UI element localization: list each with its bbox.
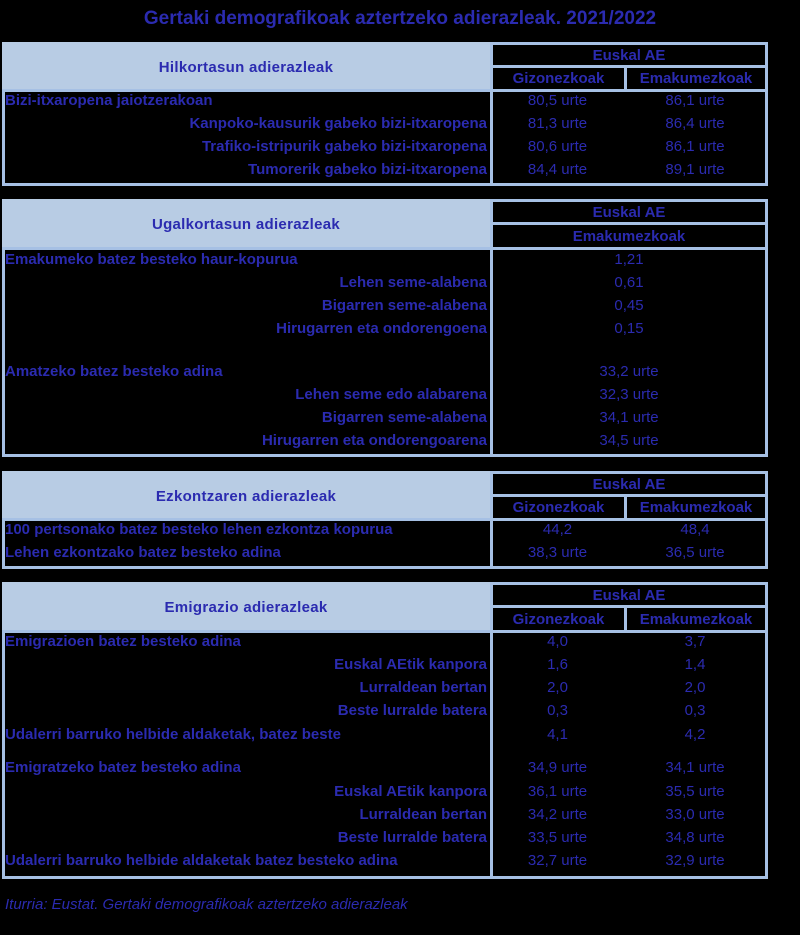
women-value: 86,4 urte	[665, 115, 725, 132]
men-value: 44,2	[542, 521, 573, 538]
women-column-header: Emakumezkoak	[490, 222, 768, 250]
row-label: Lurraldean bertan	[359, 679, 487, 696]
women-value: 1,21	[614, 251, 644, 268]
fertility-heading: Ugalkortasun adierazleak	[2, 199, 490, 250]
table-row	[2, 432, 768, 455]
women-value: 86,1 urte	[665, 92, 725, 109]
region-header: Euskal AE	[490, 199, 768, 225]
men-value: 0,3	[547, 702, 568, 719]
table-row	[2, 161, 768, 184]
marriage-table	[2, 471, 768, 569]
table-row	[2, 633, 768, 656]
row-label: Amatzeko batez besteko adina	[5, 363, 223, 380]
row-label: Euskal AEtik kanpora	[334, 656, 487, 673]
women-value: 35,5 urte	[665, 783, 725, 800]
row-label: Kanpoko-kausurik gabeko bizi-itxaropena	[189, 115, 487, 132]
men-value: 2,0	[547, 679, 568, 696]
table-row	[2, 274, 768, 297]
row-label: Lehen seme-alabena	[339, 274, 487, 291]
row-label: Udalerri barruko helbide aldaketak batez besteko adina	[5, 852, 398, 869]
table-row	[2, 92, 768, 115]
men-column-header: Gizonezkoak	[490, 494, 627, 521]
women-value: 34,1 urte	[665, 759, 725, 776]
table-row	[2, 759, 768, 782]
row-label: Euskal AEtik kanpora	[334, 783, 487, 800]
women-value: 0,61	[614, 274, 644, 291]
women-value: 4,2	[684, 726, 706, 743]
row-label: Hirugarren eta ondorengoarena	[261, 432, 487, 449]
women-value: 0,45	[614, 297, 644, 314]
men-value: 36,1 urte	[527, 783, 588, 800]
women-value: 32,9 urte	[665, 852, 725, 869]
men-value: 81,3 urte	[527, 115, 588, 132]
women-value: 2,0	[684, 679, 706, 696]
region-header: Euskal AE	[490, 582, 768, 608]
table-row	[2, 544, 768, 567]
women-value: 34,5 urte	[599, 432, 659, 449]
men-value: 34,2 urte	[527, 806, 588, 823]
row-label: Lurraldean bertan	[359, 806, 487, 823]
region-header: Euskal AE	[490, 471, 768, 497]
women-value: 36,5 urte	[665, 544, 725, 561]
women-column-header: Emakumezkoak	[624, 65, 768, 92]
women-column-header: Emakumezkoak	[624, 494, 768, 521]
women-value: 86,1 urte	[665, 138, 725, 155]
women-value: 0,15	[614, 320, 644, 337]
region-header: Euskal AE	[490, 42, 768, 68]
men-value: 80,6 urte	[527, 138, 588, 155]
table-row	[2, 297, 768, 320]
men-value: 33,5 urte	[527, 829, 588, 846]
table-row	[2, 852, 768, 875]
table-row	[2, 138, 768, 161]
men-value: 4,0	[547, 633, 568, 650]
row-label: 100 pertsonako batez besteko lehen ezkontza kopurua	[5, 521, 393, 538]
women-column-header: Emakumezkoak	[624, 605, 768, 633]
row-label: Bigarren seme-alabena	[321, 409, 487, 426]
table-row	[2, 363, 768, 386]
table-row	[2, 726, 768, 749]
women-value: 3,7	[684, 633, 706, 650]
women-value: 32,3 urte	[599, 386, 659, 403]
mortality-table	[2, 42, 768, 186]
table-row	[2, 409, 768, 432]
men-value: 34,9 urte	[527, 759, 588, 776]
row-label: Bigarren seme-alabena	[321, 297, 487, 314]
men-value: 1,6	[547, 656, 568, 673]
page-title: Gertaki demografikoak aztertzeko adierazleak. 2021/2022	[143, 8, 657, 29]
men-value: 4,1	[547, 726, 568, 743]
table-row	[2, 702, 768, 725]
table-row	[2, 521, 768, 544]
row-label: Emigratzeko batez besteko adina	[5, 759, 241, 776]
men-value: 32,7 urte	[527, 852, 588, 869]
row-label: Lehen ezkontzako batez besteko adina	[5, 544, 281, 561]
women-value: 33,0 urte	[665, 806, 725, 823]
men-column-header: Gizonezkoak	[490, 65, 627, 92]
table-row	[2, 251, 768, 274]
row-label: Bizi-itxaropena jaiotzerakoan	[5, 92, 213, 109]
table-row	[2, 806, 768, 829]
table-row	[2, 679, 768, 702]
men-value: 80,5 urte	[527, 92, 588, 109]
marriage-heading: Ezkontzaren adierazleak	[2, 471, 490, 521]
row-label: Hirugarren eta ondorengoena	[276, 320, 487, 337]
row-label: Tumorerik gabeko bizi-itxaropena	[248, 161, 487, 178]
fertility-table	[2, 199, 768, 457]
table-row	[2, 656, 768, 679]
row-label: Udalerri barruko helbide aldaketak, batez beste	[5, 726, 341, 743]
row-label: Trafiko-istripurik gabeko bizi-itxaropena	[201, 138, 487, 155]
row-label: Emigrazioen batez besteko adina	[5, 633, 241, 650]
women-value: 48,4	[680, 521, 710, 538]
table-row	[2, 783, 768, 806]
men-value: 84,4 urte	[527, 161, 588, 178]
emigration-heading: Emigrazio adierazleak	[2, 582, 490, 633]
row-label: Beste lurralde batera	[337, 702, 487, 719]
source-note: Iturria: Eustat. Gertaki demografikoak aztertzeko adierazleak	[5, 896, 408, 913]
women-value: 34,1 urte	[599, 409, 659, 426]
table-row	[2, 386, 768, 409]
men-value: 38,3 urte	[527, 544, 588, 561]
women-value: 1,4	[684, 656, 706, 673]
row-label: Emakumeko batez besteko haur-kopurua	[5, 251, 298, 268]
table-row	[2, 115, 768, 138]
women-value: 33,2 urte	[599, 363, 659, 380]
row-label: Beste lurralde batera	[337, 829, 487, 846]
women-value: 0,3	[684, 702, 706, 719]
table-row	[2, 829, 768, 852]
mortality-heading: Hilkortasun adierazleak	[2, 42, 490, 92]
women-value: 89,1 urte	[665, 161, 725, 178]
table-row	[2, 320, 768, 343]
women-value: 34,8 urte	[665, 829, 725, 846]
men-column-header: Gizonezkoak	[490, 605, 627, 633]
row-label: Lehen seme edo alabarena	[295, 386, 487, 403]
emigration-table	[2, 582, 768, 879]
